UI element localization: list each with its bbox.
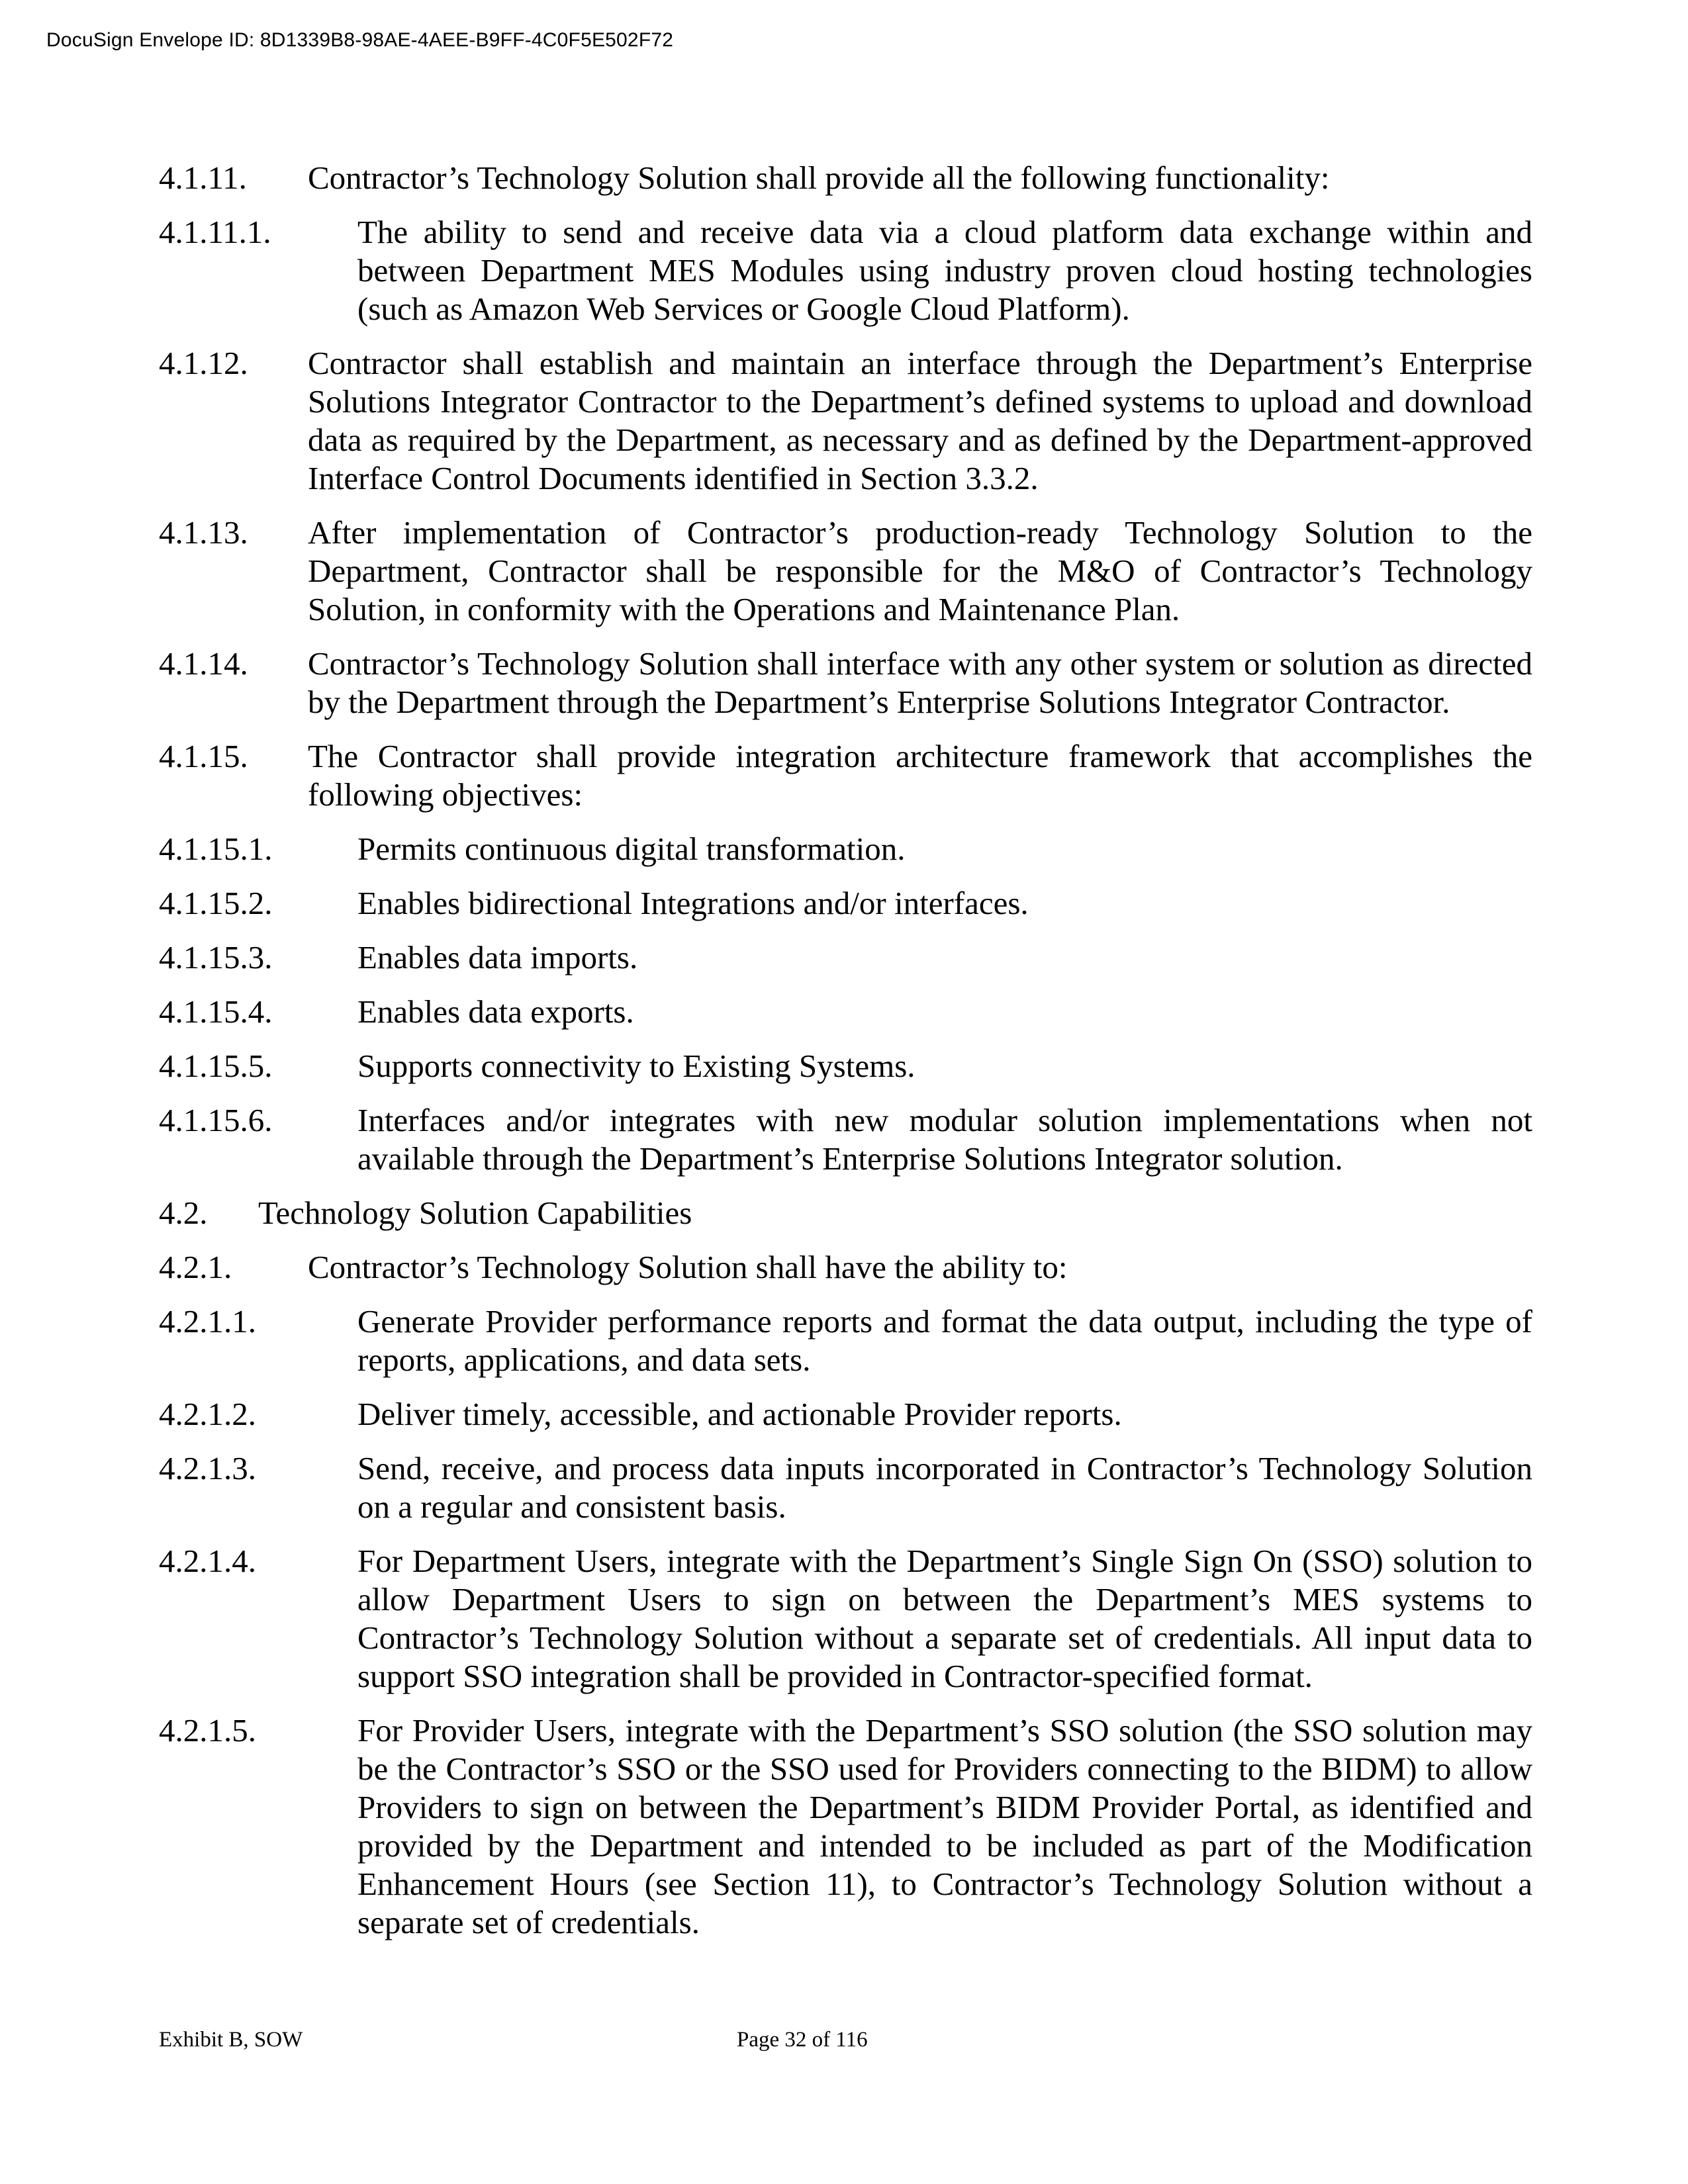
envelope-id: DocuSign Envelope ID: 8D1339B8-98AE-4AEE-B9FF-4C0F5E502F72 xyxy=(46,29,674,51)
section-number: 4.1.12. xyxy=(159,345,248,381)
section-text: For Department Users, integrate with the Department’s Single Sign On (SSO) solution to allow Department Users to sign on between the Department’s MES systems to Contractor’s Technology Solution without a separate set of credentials. All input data to support SSO integration shall be provided in Contractor-specified format. xyxy=(357,1543,1532,1694)
section-item xyxy=(159,1302,1532,1379)
section-item xyxy=(159,884,1532,923)
section-text: Contractor’s Technology Solution shall have the ability to: xyxy=(308,1249,1068,1285)
section-item xyxy=(159,1449,1532,1526)
section-item xyxy=(159,1101,1532,1178)
section-item xyxy=(159,938,1532,977)
section-number: 4.1.11.1. xyxy=(159,214,271,250)
section-number: 4.1.15.2. xyxy=(159,885,273,921)
section-number: 4.2.1.3. xyxy=(159,1450,256,1486)
section-text: The ability to send and receive data via a cloud platform data exchange within and between Department MES Modules using industry proven cloud hosting technologies (such as Amazon Web Services or Google Cloud Platform). xyxy=(357,214,1532,327)
section-number: 4.1.13. xyxy=(159,514,248,551)
section-item xyxy=(159,344,1532,498)
section-item xyxy=(159,993,1532,1031)
section-item xyxy=(159,737,1532,814)
section-number: 4.1.15.3. xyxy=(159,939,273,976)
section-item xyxy=(159,1711,1532,1942)
section-text: Send, receive, and process data inputs incorporated in Contractor’s Technology Solution on a regular and consistent basis. xyxy=(357,1450,1532,1525)
section-number: 4.1.11. xyxy=(159,159,247,196)
section-number: 4.1.14. xyxy=(159,645,248,682)
section-number: 4.2.1. xyxy=(159,1249,232,1285)
section-number: 4.1.15.5. xyxy=(159,1048,273,1084)
section-text: Technology Solution Capabilities xyxy=(258,1195,692,1231)
section-item xyxy=(159,1542,1532,1696)
section-item xyxy=(159,514,1532,629)
section-number: 4.1.15.6. xyxy=(159,1102,273,1138)
section-number: 4.1.15.1. xyxy=(159,831,273,867)
section-text: Contractor’s Technology Solution shall provide all the following functionality: xyxy=(308,159,1330,196)
section-item xyxy=(159,213,1532,328)
section-number: 4.2.1.2. xyxy=(159,1396,256,1432)
section-number: 4.2.1.4. xyxy=(159,1543,256,1579)
section-text: The Contractor shall provide integration architecture framework that accomplishes the following objectives: xyxy=(308,738,1532,813)
document-body xyxy=(159,159,1532,1958)
section-number: 4.1.15. xyxy=(159,738,248,774)
section-number: 4.1.15.4. xyxy=(159,993,273,1030)
footer-exhibit-label: Exhibit B, SOW xyxy=(159,2028,303,2052)
section-text: Enables data exports. xyxy=(357,993,634,1030)
section-item xyxy=(159,1395,1532,1433)
section-item xyxy=(159,645,1532,721)
section-text: For Provider Users, integrate with the Department’s SSO solution (the SSO solution may be the Contractor’s SSO or the SSO used for Providers connecting to the BIDM) to allow Providers to sign on between the Department’s BIDM Provider Portal, as identified and provided by the Department and intended to be included as part of the Modification Enhancement Hours (see Section 11), to Contractor’s Technology Solution without a separate set of credentials. xyxy=(357,1712,1532,1940)
section-text: Interfaces and/or integrates with new modular solution implementations when not available through the Department’s Enterprise Solutions Integrator solution. xyxy=(357,1102,1532,1177)
section-text: Deliver timely, accessible, and actionable Provider reports. xyxy=(357,1396,1122,1432)
section-text: Permits continuous digital transformation. xyxy=(357,831,906,867)
section-item xyxy=(159,159,1532,197)
section-item xyxy=(159,830,1532,868)
section-text: Enables data imports. xyxy=(357,939,638,976)
section-number: 4.2.1.5. xyxy=(159,1712,256,1749)
section-text: Contractor’s Technology Solution shall interface with any other system or solution as directed by the Department through the Department’s Enterprise Solutions Integrator Contractor. xyxy=(308,645,1532,720)
section-number: 4.2. xyxy=(159,1195,208,1231)
section-item xyxy=(159,1248,1532,1287)
footer-page-number: Page 32 of 116 xyxy=(737,2028,868,2052)
section-item xyxy=(159,1194,1532,1232)
section-text: Supports connectivity to Existing Systems. xyxy=(357,1048,915,1084)
section-text: After implementation of Contractor’s production-ready Technology Solution to the Department, Contractor shall be responsible for the M&O of Contractor’s Technology Solution, in conformity with the Operations and Maintenance Plan. xyxy=(308,514,1532,627)
section-text: Contractor shall establish and maintain an interface through the Department’s Enterprise Solutions Integrator Contractor to the Department’s defined systems to upload and download data as required by the Department, as necessary and as defined by the Department-approved Interface Control Documents identified in Section 3.3.2. xyxy=(308,345,1532,496)
section-text: Generate Provider performance reports and format the data output, including the type of reports, applications, and data sets. xyxy=(357,1303,1532,1378)
section-text: Enables bidirectional Integrations and/or interfaces. xyxy=(357,885,1029,921)
section-number: 4.2.1.1. xyxy=(159,1303,256,1340)
section-item xyxy=(159,1047,1532,1085)
